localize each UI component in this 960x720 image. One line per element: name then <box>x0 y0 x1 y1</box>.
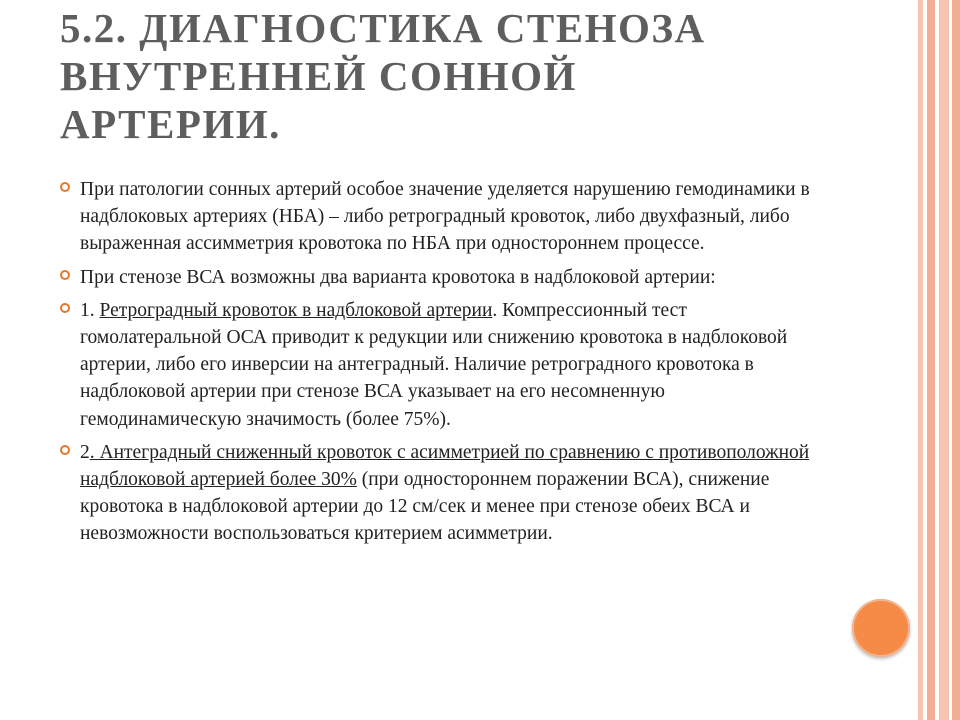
bullet-ring-icon <box>60 270 70 280</box>
bullet-text: (при одностороннем поражении ВСА), снижение кровотока в надблоковой артерии до 12 см/сек и менее при стенозе обеих ВСА и невозможности воспользоваться критерием асимметрии. <box>80 469 770 545</box>
decorative-side-stripes <box>918 0 960 720</box>
bullet-item-1 <box>60 176 830 258</box>
stripe-4 <box>952 0 960 720</box>
bullet-item-4 <box>60 439 830 548</box>
stripe-1 <box>918 0 923 720</box>
item-prefix: 2 <box>80 441 90 463</box>
bullet-ring-icon <box>60 445 70 455</box>
bullet-ring-icon <box>60 182 70 192</box>
bullet-text: . Компрессионный тест гомолатеральной ОСА приводит к редукции или снижению кровотока в надблоковой артерии, либо его инверсии на антеградный. Наличие ретроградного кровотока в надблоковой артерии при стенозе ВСА указывает на его несомненную гемодинамическую значимость (более 75%). <box>80 299 788 430</box>
title-line-1: 5.2. ДИАГНОСТИКА СТЕНОЗА <box>60 5 706 51</box>
bullet-item-3 <box>60 297 830 433</box>
slide-body <box>60 176 830 554</box>
bullet-text: При стенозе ВСА возможны два варианта кровотока в надблоковой артерии: <box>80 266 716 288</box>
underlined-heading: Ретроградный кровоток в надблоковой артерии <box>99 299 493 321</box>
bullet-ring-icon <box>60 303 70 313</box>
item-prefix: 1. <box>80 299 100 321</box>
stripe-2 <box>927 0 935 720</box>
title-line-2: ВНУТРЕННЕЙ СОННОЙ <box>60 53 577 99</box>
title-line-3: АРТЕРИИ. <box>60 101 281 147</box>
bullet-item-2 <box>60 264 830 291</box>
stripe-3 <box>939 0 949 720</box>
decorative-orange-circle <box>852 599 910 657</box>
slide-title <box>60 4 900 148</box>
bullet-text: При патологии сонных артерий особое значение уделяется нарушению гемодинамики в надблоковых артериях (НБА) – либо ретроградный кровоток, либо двухфазный, либо выраженная ассимметрия кровотока по НБА при одностороннем процессе. <box>80 179 810 255</box>
underlined-heading: . Антеградный сниженный кровоток с асимметрией по сравнению с противоположной надблоковой артерией более 30% <box>80 441 810 491</box>
